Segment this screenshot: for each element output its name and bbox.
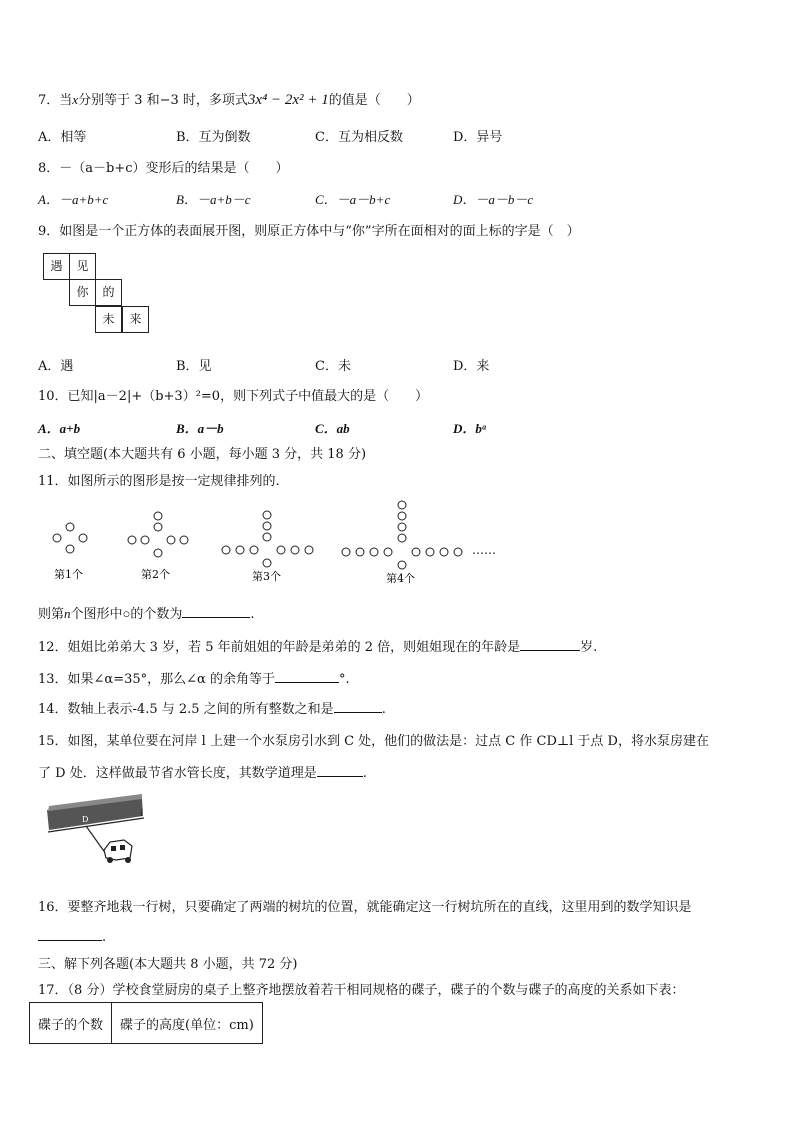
ellipsis: …… [472,543,496,557]
option-c: C．ab [315,421,350,436]
circle-pattern-figure [40,496,510,588]
section-heading: 三、解下列各题(本大题共 8 小题，共 72 分) [38,957,298,972]
water-tower-icon [104,840,132,860]
polynomial-expression: 3x⁴ − 2x² + 1 [247,92,329,108]
option-c: C．互为相反数 [315,130,403,145]
question-15-line1: 15．如图，某单位要在河岸 l 上建一个水泵房引水到 C 处，他们的做法是：过点 C 作 CD⊥l 于点 D，将水泵房建在 [38,734,709,749]
question-8: 8．－（a－b+c）变形后的结果是（ ） [38,161,289,176]
answer-blank[interactable] [182,605,250,618]
option-a: A．遇 [38,359,74,374]
option-b: B．互为倒数 [176,130,251,145]
option-d: D．异号 [453,130,503,145]
option-c: C．－a－b+c [315,192,391,207]
question-11-answer: 则第n个图形中○的个数为 . [38,606,255,622]
option-a: A．－a+b+c [38,192,109,207]
answer-blank[interactable] [334,700,382,713]
pattern-1 [53,523,87,553]
question-13: 13．如果∠α=35°，那么∠α 的余角等于 °. [38,672,350,687]
answer-blank[interactable] [38,928,102,941]
pattern-label: 第2个 [141,568,170,581]
question-12: 12．姐姐比弟弟大 3 岁，若 5 年前姐姐的年龄是弟弟的 2 倍，则姐姐现在的年龄是 岁. [38,640,598,655]
option-a: A．相等 [38,130,87,145]
cube-face: 未 [95,306,122,333]
table-header: 碟子的高度(单位：cm) [112,1003,263,1044]
question-15-line2: 了 D 处．这样做最节省水管长度，其数学道理是 . [38,766,367,781]
cube-face: 见 [69,253,96,280]
option-b: B．a－b [176,421,224,436]
answer-blank[interactable] [275,670,339,683]
cube-face: 的 [95,279,122,306]
pattern-label: 第3个 [252,570,281,583]
question-9: 9．如图是一个正方体的表面展开图，则原正方体中与“你”字所在面相对的面上标的字是（ ） [38,224,580,239]
answer-blank[interactable] [317,764,363,777]
plate-table [29,1002,263,1044]
pattern-label: 第4个 [386,572,415,585]
option-d: D．－a－b－c [453,192,534,207]
svg-text:D: D [82,815,89,824]
pattern-3 [222,511,313,567]
option-c: C．未 [315,359,351,374]
question-14: 14．数轴上表示-4.5 与 2.5 之间的所有整数之和是 . [38,702,386,717]
question-number: 7． [38,93,60,108]
section-heading: 二、填空题(本大题共有 6 小题，每小题 3 分，共 18 分) [38,447,367,462]
question-16: 16．要整齐地栽一行树，只要确定了两端的树坑的位置，就能确定这一行树坑所在的直线，这里用到的数学知识是 [38,900,692,915]
pattern-4 [342,501,462,569]
pipe-line [86,826,106,854]
question-7: 7．当x分别等于 3 和−3 时，多项式3x⁴ − 2x² + 1的值是（ ） [38,92,420,108]
question-17: 17．（8 分）学校食堂厨房的桌子上整齐地摆放着若干相同规格的碟子，碟子的个数与碟子的高度的关系如下表： [38,983,685,998]
pattern-label: 第1个 [54,568,83,581]
table-header: 碟子的个数 [30,1003,112,1044]
cube-face: 你 [69,279,96,306]
cube-face: 遇 [43,253,70,280]
option-b: B．见 [176,359,212,374]
question-10: 10．已知|a－2|+（b+3）²=0，则下列式子中值最大的是（ ） [38,389,429,404]
cube-face: 来 [122,306,149,333]
pattern-2 [128,512,188,557]
river-pump-figure [44,792,148,868]
option-d: D．来 [453,359,490,374]
option-b: B．－a+b－c [176,192,251,207]
answer-blank[interactable] [520,638,580,651]
question-11: 11．如图所示的图形是按一定规律排列的. [38,474,280,489]
svg-text:l: l [140,809,143,819]
question-16-answer: . [38,928,106,945]
option-d: D．bᵃ [453,421,486,436]
option-a: A．a+b [38,421,81,436]
